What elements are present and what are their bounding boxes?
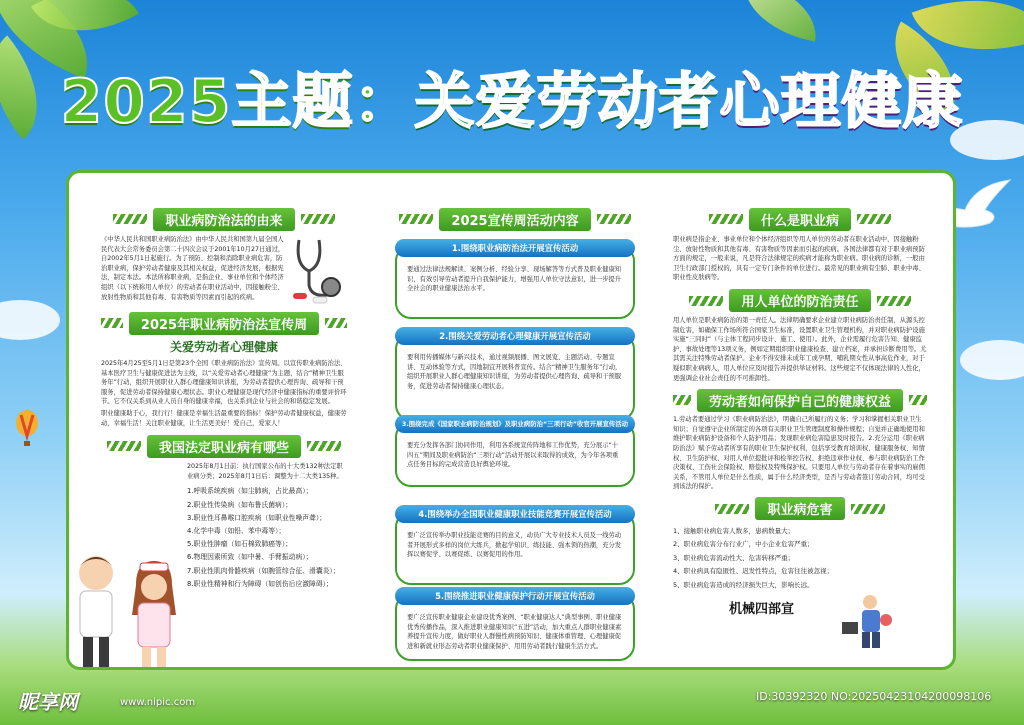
leaf-decoration <box>736 0 823 42</box>
watermark-logo: 昵享网 <box>18 690 78 714</box>
section-title: 职业病危害 <box>755 497 844 520</box>
section-header-protect <box>673 390 927 410</box>
list-item: 6.物理因素所致（如中暑、手臂振动病）； <box>187 553 313 562</box>
section-title: 2025年职业病防治法宣传周 <box>129 312 319 335</box>
hot-air-balloon-icon <box>14 410 40 450</box>
employer-text: 用人单位是职业病防治的第一责任人。法律明确要求企业建立职业病防治责任制，从源头控制危害，如确保工作场所符合国家卫生标准，设置职业卫生管理机构，并对职业病防护设施实施“三同时”（与主体工程同步设计、施工、使用）。此外，企业需履行危害告知、健康监护、事故处理等13项义务，例如定期组织职业健康检查、建立档案，并承担诊断费用等。尤其需关注特殊劳动者保护。企业不得安排未成年工或孕期、哺乳期女性从事高危作业，对于疑似职业病病人，用人单位应及时报告并提供举证材料。这些规定不仅体现法律的人性化，更强调企业社会责任的不可推卸性。 <box>673 316 927 382</box>
list-item: 7.职业性肌肉骨骼疾病（如腕管综合征、滑囊炎）； <box>187 566 340 575</box>
watermark-id: ID:30392320 NO:20250423104200098106 <box>756 690 992 703</box>
activity-heading: 4.围绕举办全国职业健康职业技能竞赛开展宣传活动 <box>395 505 635 523</box>
what-text: 职业病是指企业、事业单位和个体经济组织等用人单位的劳动者在职业活动中，因接触粉尘、放射性物质和其他有毒、有害物质等因素而引起的疾病。各国法律都有对于职业病预防方面的规定，一般来说，凡是符合法律规定的疾病才能称为职业病。职业病的诊断，一般由卫生行政部门授权的，具有一定专门条件的单位进行。最常见的职业病有尘肺、职业中毒、职业性皮肤病等。 <box>673 236 925 282</box>
signature: 机械四部宣 <box>729 601 795 617</box>
section-header-employer <box>673 291 927 311</box>
activity-heading: 2.围绕关爱劳动者心理健康开展宣传活动 <box>395 327 635 345</box>
section-header-week <box>101 313 347 333</box>
list-item: 1.呼吸系统疾病（如尘肺病，占比最高）； <box>187 487 313 496</box>
activity-text: 要广泛宣传举办职业技能竞赛的目的意义，动员广大专业技术人员及一线劳动者开展形式多样的岗位大练兵，掀起学知识、练技能、强本领的热潮，充分发挥以赛促学、以赛促练、以赛促用的作用。 <box>407 532 622 559</box>
week-text-2: 职业健康助于心，我行行！健康是幸福生活最重要的指标！保护劳动者健康权益，健康劳动，幸福生活！关注职业健康，让生活更美好！爱自己，爱家人！ <box>101 409 347 427</box>
section-header-diseases <box>101 436 347 456</box>
section-header-hazards <box>673 499 927 519</box>
title-part-mental-health: 心理健康 <box>719 67 964 137</box>
list-item: 3.职业性耳鼻喉口腔疾病（如职业性噪声聋）； <box>187 513 327 522</box>
title-part-workers: 关爱劳动者 <box>414 67 720 137</box>
stethoscope-icon <box>289 235 347 305</box>
section-title: 2025宣传周活动内容 <box>439 208 590 231</box>
activity-text: 要利用传播媒体与新兴技术，通过视频展播、图文展览、主题活动、专题宣讲、互动体验等方式，因地制宜开展科普宣传。结合“精神卫生服务年”行动，组织开展职业人群心理健康知识讲座，为劳动者提供心理咨询、疏导和干预服务，促进劳动者保持健康心理状态。 <box>407 354 622 390</box>
section-header-origin <box>101 209 347 229</box>
diseases-intro: 2025年8月1日前：执行国家公布的十大类132种法定职业病分类；2025年8月1日后：调整为十二大类135种。 <box>187 463 343 480</box>
section-header-what <box>673 209 927 229</box>
activity-heading: 1.围绕职业病防治法开展宣传活动 <box>395 239 635 257</box>
injured-worker-icon <box>840 592 910 652</box>
activity-text: 要通过法律法规解读、案例分析、经验分享、现场解答等方式普及职业健康知识，有效引导劳动者提升自我保护能力，增强用人单位守法意识，进一步提升全社会的职业健康法治水平。 <box>407 266 622 293</box>
list-item: 8.职业性精神和行为障碍（如创伤后应激障碍）； <box>187 579 333 588</box>
watermark-url: www.nipic.com <box>120 697 196 708</box>
week-text: 2025年4月25至5月1日是第23个全国《职业病防治法》宣传周。以宣传职业病防治法、基本医疗卫生与健康促进法为主线，以“关爱劳动者心理健康”为主题，结合“精神卫生服务年”行动，组织开展职业人群心理健康知识讲座，为劳动者提供心理咨询、疏导和干预服务，促进劳动者保持健康心理状态。职业心理健康是现代经济中健康指标的重要评价环节。它不仅关系到从业人员自身的健康幸福，也关系到企业与社会的和谐稳定发展。 <box>101 360 347 406</box>
left-column <box>101 173 347 591</box>
page-title <box>0 62 1024 142</box>
cloud-decoration <box>0 300 60 340</box>
section-title: 什么是职业病 <box>749 208 851 231</box>
right-column <box>673 173 927 617</box>
hazard-list <box>673 525 927 592</box>
list-item: 1、接触职业病危害人数多，患病数量大； <box>673 526 795 535</box>
section-title: 用人单位的防治责任 <box>729 289 870 312</box>
cloud-decoration <box>960 340 1024 380</box>
origin-text: 《中华人民共和国职业病防治法》由中华人民共和国第九届全国人民代表大会常务委员会第二十四次会议于2001年10月27日通过，自2002年5月1日起施行。为了预防、控制和消除职业病危害，防治职业病，保护劳动者健康及其相关权益，促进经济发展，根据宪法，制定本法。本法所称职业病，是指企业、事业单位和个体经济组织（以下统称用人单位）的劳动者在职业活动中，因接触粉尘、放射性物质和其他有毒、有害物质等因素而引起的疾病。 <box>101 236 285 301</box>
list-item: 2.职业性传染病（如布鲁氏菌病）； <box>187 500 293 509</box>
list-item: 3、职业病危害流动性大、危害转移严重； <box>673 553 795 562</box>
section-title: 职业病防治法的由来 <box>153 208 294 231</box>
section-header-activities <box>395 209 635 229</box>
activity-text: 要充分发挥各部门协同作用，利用各系统宣传阵地和工作优势，充分展示“十四五”期间及职业病防治“三项行动”活动开展以来取得的成效，为今年各项重点任务目标的完成营造良好舆论环境。 <box>407 442 619 469</box>
doctors-illustration <box>66 545 186 675</box>
middle-column <box>395 173 635 663</box>
activity-text: 要广泛宣传职业健康企业建设优秀案例、“职业健康达人”典型事例、职业健康优秀传播作品，深入推进职业健康知识“五进”活动，加大重点人群职业健康素养提升宣传力度，做好职业人群慢性病预防知识、健康体重管理、心理健康促进和新就业形态劳动者职业健康保护、用用劳动者践行健康生活方式。 <box>407 614 622 650</box>
list-item: 4.化学中毒（如铅、苯中毒等）； <box>187 526 286 535</box>
section-title: 我国法定职业病有哪些 <box>147 435 301 458</box>
list-item: 4、职业病具有隐匿性、迟发性特点，危害往往被忽视； <box>673 567 834 576</box>
activity-card <box>395 333 635 421</box>
list-item: 5.职业性肿瘤（如石棉致肺癌等）； <box>187 540 293 549</box>
list-item: 5、职业病危害造成的经济损失巨大，影响长远。 <box>673 580 814 589</box>
activity-heading: 3.围绕完成《国家职业病防治规划》及职业病防治“三项行动”收官开展宣传活动 <box>395 415 635 433</box>
content-board <box>66 170 956 670</box>
activity-heading: 5.围绕推进职业健康保护行动开展宣传活动 <box>395 587 635 605</box>
list-item: 2、职业病危害分布行业广，中小企业危害严重； <box>673 540 814 549</box>
title-part-year: 2025主题： <box>60 67 415 137</box>
section-title: 劳动者如何保护自己的健康权益 <box>697 389 903 412</box>
disease-list <box>187 485 347 591</box>
protect-text: 1.劳动者要通过学习《职业病防治法》，明确自己所履行的义务；学习和掌握相关职业卫生知识；自觉遵守企业所制定的各项有关职业卫生管理制度和操作规程；自觉并正确地使用和维护职业病防护设备和个人防护用品；发现职业病危害隐患及时报告。2.充分运用《职业病防治法》赋予劳动者所享有的职业卫生保护权利，包括享受教育培训权、健康服务权、知情权、卫生防护权、对用人单位提批评和检举控告权、拒绝违章作业权、参与职业病防治工作决策权、工伤社会保险权、赔偿权及特殊保护权。只要用人单位与劳动者存在着事实的雇佣关系，不管用人单位是什么性质，属于什么经济类型，是否与劳动者签订劳动合同，均可受到该法的保护。 <box>673 416 925 491</box>
section-subtitle: 关爱劳动者心理健康 <box>169 340 278 354</box>
